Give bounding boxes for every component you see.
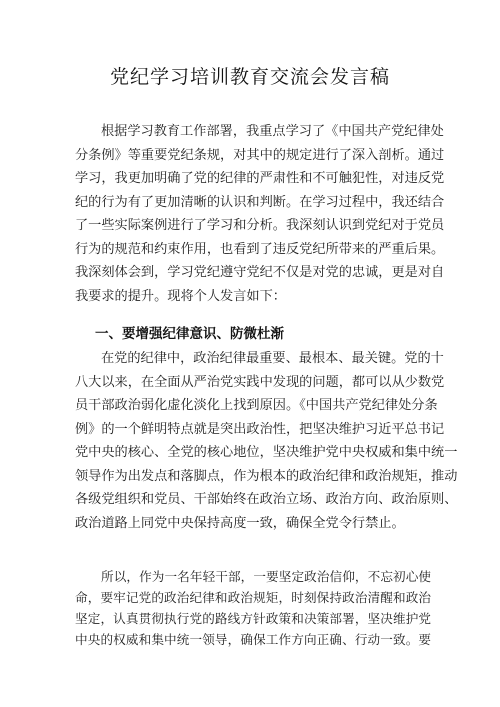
paragraph-line: 领导作为出发点和落脚点，作为根本的政治纪律和政治规矩，推动	[75, 468, 458, 484]
paragraph-line: 我深刻体会到，学习党纪遵守党纪不仅是对党的忠诚，更是对自	[75, 265, 445, 280]
paragraph-line: 例》的一个鲜明特点就是突出政治性，把坚决维护习近平总书记	[75, 421, 445, 437]
paragraph-line: 政治道路上同党中央保持高度一致，确保全党令行禁止。	[75, 515, 405, 531]
document-title: 党纪学习培训教育交流会发言稿	[109, 66, 390, 88]
paragraph-line: 所以，作为一名年轻干部，一要坚定政治信仰，不忘初心使	[101, 569, 431, 584]
paragraph-line: 员干部政治弱化虚化淡化上找到原因。《中国共产党纪律处分条	[75, 398, 438, 413]
paragraph-political-discipline	[75, 347, 458, 535]
paragraph-line: 各级党组织和党员、干部始终在政治立场、政治方向、政治原则、	[75, 492, 458, 507]
paragraph-line: 坚定，认真贯彻执行党的路线方针政策和决策部署，坚决维护党	[75, 611, 431, 626]
paragraph-line: 八大以来，在全面从严治党实践中发现的问题，都可以从少数党	[75, 374, 445, 390]
paragraph-line: 分条例》等重要党纪条规，对其中的规定进行了深入剖析。通过	[75, 147, 445, 163]
paragraph-line: 中央的权威和集中统一领导，确保工作方向正确、行动一致。要	[75, 632, 431, 647]
paragraph-line: 行为的规范和约束作用，也看到了违反党纪所带来的严重后果。	[75, 241, 445, 257]
paragraph-intro	[75, 120, 445, 308]
section-heading: 一、要增强纪律意识、防微杜渐	[95, 326, 284, 342]
paragraph-young-cadre	[75, 566, 431, 650]
paragraph-line: 根据学习教育工作部署，我重点学习了《中国共产党纪律处	[101, 124, 444, 139]
paragraph-line: 了一些实际案例进行了学习和分析。我深刻认识到党纪对于党员	[75, 218, 445, 233]
paragraph-line: 学习，我更加明确了党的纪律的严肃性和不可触犯性，对违反党	[75, 171, 445, 186]
paragraph-line: 在党的纪律中，政治纪律最重要、最根本、最关键。党的十	[101, 351, 444, 366]
paragraph-line: 我要求的提升。现将个人发言如下：	[75, 288, 286, 304]
paragraph-line: 党中央的核心、全党的核心地位，坚决维护党中央权威和集中统一	[75, 445, 458, 460]
paragraph-line: 命，要牢记党的政治纪律和政治规矩，时刻保持政治清醒和政治	[75, 590, 431, 605]
paragraph-line: 纪的行为有了更加清晰的认识和判断。在学习过程中，我还结合	[75, 194, 445, 210]
